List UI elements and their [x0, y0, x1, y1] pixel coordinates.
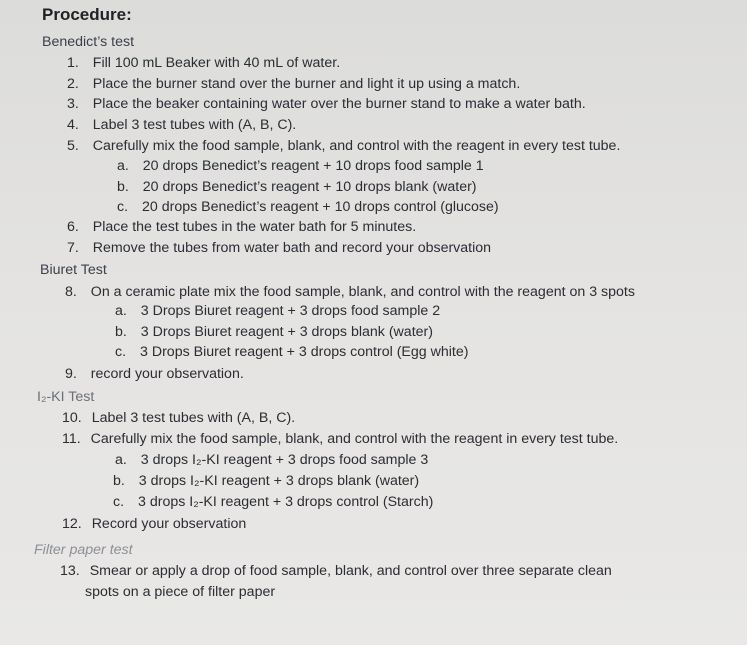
sub-item-text: 3 drops I₂-KI reagent + 3 drops control (Starch): [138, 494, 434, 510]
list-item: [65, 283, 635, 301]
list-item: [67, 239, 491, 257]
sub-item-letter: b.: [115, 324, 127, 340]
item-number: 3.: [67, 96, 79, 112]
sub-list-item: [117, 178, 477, 196]
list-item: [65, 365, 244, 383]
list-item: [67, 54, 340, 72]
item-number: 1.: [67, 55, 79, 71]
item-number: 13.: [60, 563, 80, 579]
list-item: [62, 515, 246, 533]
section-heading-iki: I₂-KI Test: [37, 389, 95, 405]
item-text: Carefully mix the food sample, blank, and control with the reagent in every test tube.: [92, 138, 621, 154]
item-number: 8.: [65, 284, 77, 300]
sub-list-item: [113, 472, 419, 490]
sub-list-item: [117, 157, 484, 175]
item-text: Label 3 test tubes with (A, B, C).: [91, 410, 296, 426]
sub-item-text: 3 Drops Biuret reagent + 3 drops blank (water): [140, 324, 433, 340]
list-item: [62, 409, 295, 427]
item-number: 4.: [67, 117, 79, 133]
sub-list-item: [115, 302, 440, 320]
list-item: [67, 218, 416, 236]
item-number: 7.: [67, 240, 79, 256]
sub-item-letter: c.: [117, 199, 129, 215]
item-text: On a ceramic plate mix the food sample, blank, and control with the reagent on 3 spots: [90, 284, 635, 300]
item-text-continuation: spots on a piece of filter paper: [85, 584, 276, 600]
section-heading-biuret: Biuret Test: [40, 262, 107, 278]
sub-item-text: 3 Drops Biuret reagent + 3 drops food sample 2: [140, 303, 441, 319]
sub-list-item: [115, 451, 428, 469]
section-heading-benedict: Benedict’s test: [42, 34, 135, 50]
sub-item-letter: a.: [115, 452, 127, 468]
sub-item-text: 20 drops Benedict’s reagent + 10 drops blank (water): [142, 179, 477, 195]
list-item: [67, 116, 296, 134]
list-item: [67, 75, 520, 93]
item-text: Place the test tubes in the water bath for 5 minutes.: [92, 219, 417, 235]
sub-list-item: [117, 198, 499, 216]
sub-item-letter: a.: [115, 303, 127, 319]
item-text: Smear or apply a drop of food sample, blank, and control over three separate clean: [89, 563, 612, 579]
item-text: Place the beaker containing water over the burner stand to make a water bath.: [92, 96, 586, 112]
item-number: 9.: [65, 366, 77, 382]
sub-item-text: 3 drops I₂-KI reagent + 3 drops blank (water): [138, 473, 420, 489]
sub-item-text: 3 drops I₂-KI reagent + 3 drops food sample 3: [140, 452, 429, 468]
item-number: 11.: [62, 431, 81, 447]
item-number: 6.: [67, 219, 79, 235]
item-number: 12.: [62, 516, 82, 532]
item-text: Carefully mix the food sample, blank, and control with the reagent in every test tube.: [90, 431, 619, 447]
list-item: [60, 562, 612, 580]
item-number: 5.: [67, 138, 79, 154]
sub-item-text: 20 drops Benedict’s reagent + 10 drops food sample 1: [142, 158, 484, 174]
sub-item-letter: c.: [115, 344, 127, 360]
item-text: Place the burner stand over the burner and light it up using a match.: [92, 76, 521, 92]
sub-item-text: 3 Drops Biuret reagent + 3 drops control (Egg white): [140, 344, 469, 360]
list-item: [62, 430, 618, 448]
sub-item-letter: c.: [113, 494, 125, 510]
page-title: Procedure:: [42, 5, 132, 24]
sub-list-item: [115, 323, 433, 341]
item-text: Label 3 test tubes with (A, B, C).: [92, 117, 297, 133]
sub-list-item: [115, 343, 468, 361]
item-text: Fill 100 mL Beaker with 40 mL of water.: [92, 55, 341, 71]
list-item: [67, 95, 586, 113]
item-text: Remove the tubes from water bath and record your observation: [92, 240, 492, 256]
sub-item-text: 20 drops Benedict’s reagent + 10 drops control (glucose): [142, 199, 499, 215]
sub-item-letter: b.: [117, 179, 129, 195]
item-number: 10.: [62, 410, 82, 426]
item-number: 2.: [67, 76, 79, 92]
sub-item-letter: b.: [113, 473, 125, 489]
item-text: record your observation.: [90, 366, 244, 382]
section-heading-filter: Filter paper test: [34, 542, 133, 558]
item-text: Record your observation: [91, 516, 247, 532]
sub-item-letter: a.: [117, 158, 129, 174]
sub-list-item: [113, 493, 433, 511]
list-item: [67, 137, 620, 155]
